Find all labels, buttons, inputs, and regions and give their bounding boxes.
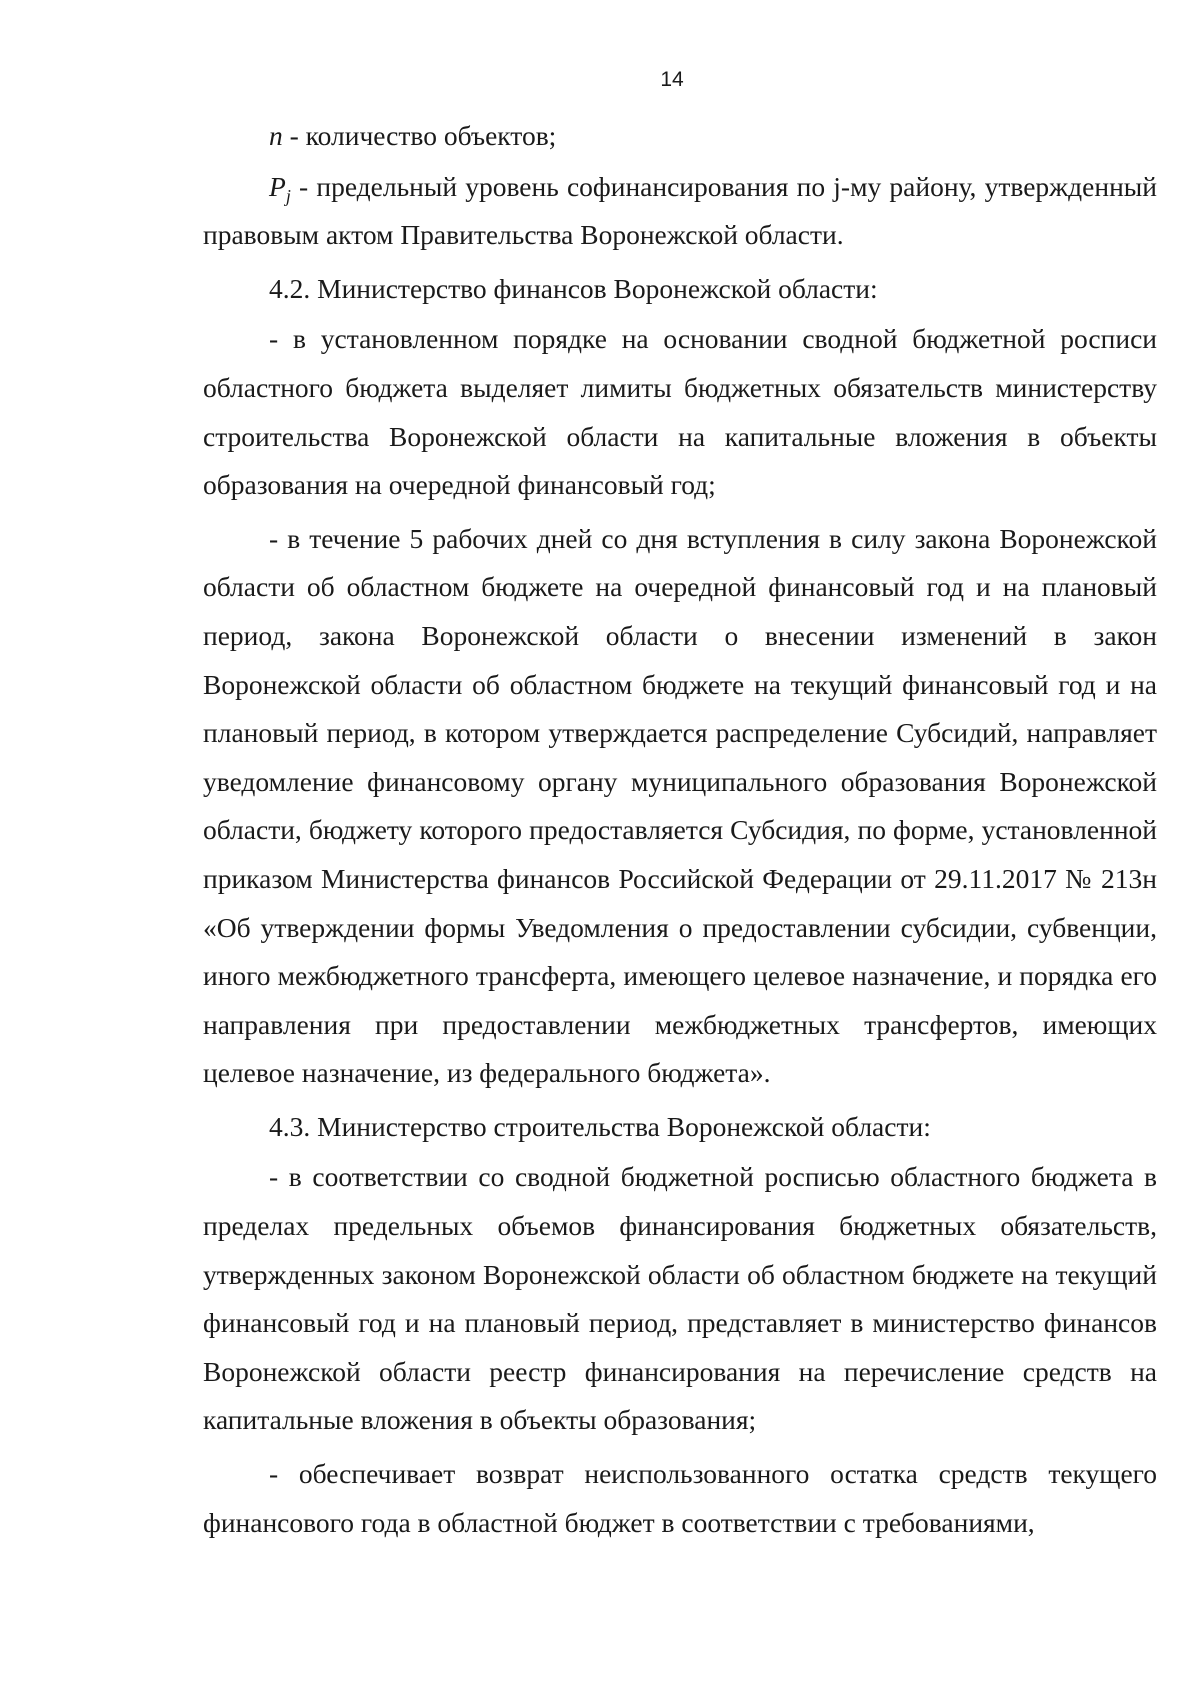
variable-p-subscript: j bbox=[285, 185, 291, 206]
paragraph-return-of-funds: - обеспечивает возврат неиспользованного остатка средств текущего финансового года в областной бюджет в соответствии с требованиями, bbox=[203, 1458, 1157, 1538]
section-heading-4-2: 4.2. Министерство финансов Воронежской области: bbox=[269, 272, 878, 304]
page-number: 14 bbox=[660, 68, 684, 91]
variable-n: n bbox=[269, 120, 283, 151]
paragraph-budget-limits: - в установленном порядке на основании сводной бюджетной росписи областного бюджета выделяет лимиты бюджетных обязательств министерству строительства Воронежской области на капитальные вложения в объекты образования на очередной финансовый год; bbox=[203, 323, 1157, 501]
document-body bbox=[203, 112, 1157, 1547]
section-heading-4-3: 4.3. Министерство строительства Воронежской области: bbox=[269, 1110, 931, 1142]
paragraph-text: - количество объектов; bbox=[282, 120, 557, 151]
paragraph-notification: - в течение 5 рабочих дней со дня вступления в силу закона Воронежской области об областном бюджете на очередной финансовый год и на плановый период, закона Воронежской области о внесении изменений в закон Воронежской области об областном бюджете на текущий финансовый год и на плановый период, в котором утверждается распределение Субсидий, направляет уведомление финансовому органу муниципального образования Воронежской области, бюджету которого предоставляется Субсидия, по форме, установленной приказом Министерства финансов Российской Федерации от 29.11.2017 № 213н «Об утверждении формы Уведомления о предоставлении субсидии, субвенции, иного межбюджетного трансферта, имеющего целевое назначение, и порядка его направления при предоставлении межбюджетных трансфертов, имеющих целевое назначение, из федерального бюджета». bbox=[203, 522, 1157, 1089]
paragraph-variable-n bbox=[203, 112, 1157, 161]
paragraph-text: - предельный уровень софинансирования по j-му району, утвержденный правовым актом Правительства Воронежской области. bbox=[203, 170, 1157, 251]
paragraph-variable-pj bbox=[203, 163, 1157, 260]
paragraph-financing-register: - в соответствии со сводной бюджетной росписью областного бюджета в пределах предельных объемов финансирования бюджетных обязательств, утвержденных законом Воронежской области об областном бюджете на текущий финансовый год и на плановый период, представляет в министерство финансов Воронежской области реестр финансирования на перечисление средств на капитальные вложения в объекты образования; bbox=[203, 1161, 1157, 1436]
variable-p: P bbox=[269, 170, 286, 202]
